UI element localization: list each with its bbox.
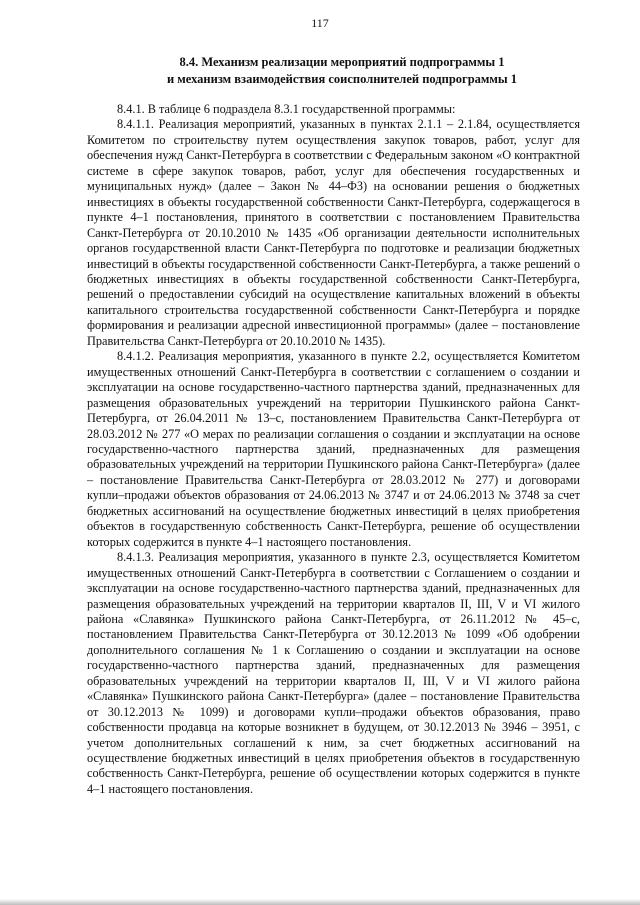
section-heading-line-2: и механизм взаимодействия соисполнителей подпрограммы 1 [166, 72, 518, 86]
paragraph-8-4-1-1: 8.4.1.1. Реализация мероприятий, указанных в пунктах 2.1.1 – 2.1.84, осуществляется Комитетом по строительству путем осуществления закупок товаров, работ, услуг для обеспечения нужд Санкт-Петербурга в соответствии с Федеральным законом «О контрактной системе в сфере закупок товаров, работ, услуг для обеспечения государственных и муниципальных нужд» (далее – Закон № 44–ФЗ) на основании решения о бюджетных инвестициях в объекты государственной собственности Санкт-Петербурга, содержащегося в пункте 4–1 постановления, принятого в соответствии с постановлением Правительства Санкт-Петербурга от 20.10.2010 № 1435 «Об организации деятельности исполнительных органов государственной власти Санкт-Петербурга по подготовке и реализации бюджетных инвестиций в объекты государственной собственности Санкт-Петербурга, а также решений о бюджетных инвестициях в объекты государственной собственности Санкт-Петербурга, решений о предоставлении субсидий на осуществление капитальных вложений в объекты капитального строительства государственной собственности Санкт-Петербурга и порядке формирования и реализации адресной инвестиционной программы» (далее – постановление Правительства Санкт-Петербурга от 20.10.2010 № 1435). [87, 117, 580, 348]
scan-bottom-edge [0, 899, 640, 905]
page-number: 117 [311, 16, 329, 30]
paragraph-8-4-1-3: 8.4.1.3. Реализация мероприятия, указанного в пункте 2.3, осуществляется Комитетом имущественных отношений Санкт-Петербурга в соответствии с Соглашением о создании и эксплуатации на основе государственно-частного партнерства зданий, предназначенных для размещения образовательных учреждений на территории кварталов II, III, V и VI жилого района «Славянка» Пушкинского района Санкт-Петербурга, от 26.11.2012 № 45–с, постановлением Правительства Санкт-Петербурга от 30.12.2013 № 1099 «Об одобрении дополнительного соглашения № 1 к Соглашению о создании и эксплуатации на основе государственно-частного партнерства зданий, предназначенных для размещения образовательных учреждений на территории кварталов II, III, V и VI жилого района «Славянка» Пушкинского района Санкт-Петербурга» (далее – постановление Правительства от 30.12.2013 № 1099) и договорами купли–продажи объектов образования, право собственности продавца на которые возникнет в будущем, от 30.12.2013 № 3946 – 3951, с учетом дополнительных соглашений к ним, за счет бюджетных ассигнований на осуществление бюджетных инвестиций в целях приобретения объектов в государственную собственность Санкт-Петербурга, решение об осуществлении которых содержится в пункте 4–1 настоящего постановления. [87, 550, 580, 796]
section-heading-line-1: 8.4. Механизм реализации мероприятий подпрограммы 1 [179, 55, 505, 69]
paragraph-8-4-1: 8.4.1. В таблице 6 подраздела 8.3.1 государственной программы: [117, 102, 456, 116]
section-heading [112, 54, 572, 88]
document-body [87, 102, 580, 797]
paragraph-8-4-1-2: 8.4.1.2. Реализация мероприятия, указанного в пункте 2.2, осуществляется Комитетом имущественных отношений Санкт-Петербурга в соответствии с соглашением о создании и эксплуатации на основе государственно-частного партнерства зданий, предназначенных для размещения образовательных учреждений на территории Пушкинского района Санкт-Петербурга, от 26.04.2011 № 13–с, постановлением Правительства Санкт-Петербурга от 28.03.2012 № 277 «О мерах по реализации соглашения о создании и эксплуатации на основе государственно-частного партнерства зданий, предназначенных для размещения образовательных учреждений на территории Пушкинского района Санкт-Петербурга» (далее – постановление Правительства Санкт-Петербурга от 28.03.2012 № 277) и договорами купли–продажи объектов образования от 24.06.2013 № 3747 и от 24.06.2013 № 3748 за счет бюджетных ассигнований на осуществление бюджетных инвестиций в целях приобретения объектов в государственную собственность Санкт-Петербурга, решение об осуществлении которых содержится в пункте 4–1 настоящего постановления. [87, 349, 580, 549]
